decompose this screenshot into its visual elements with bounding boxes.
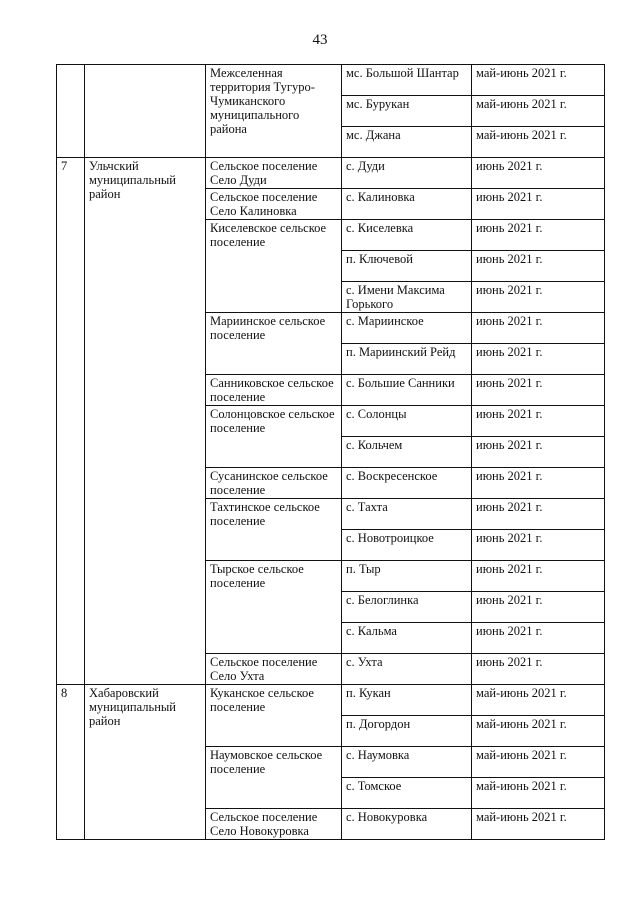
- locality-cell: с. Воскресенское: [342, 468, 472, 499]
- period-cell: июнь 2021 г.: [472, 592, 605, 623]
- settlement-cell: Куканское сельское поселение: [206, 685, 342, 747]
- row-number: 8: [57, 685, 85, 840]
- period-cell: май-июнь 2021 г.: [472, 96, 605, 127]
- settlement-cell: Санниковское сельское поселение: [206, 375, 342, 406]
- locality-cell: с. Новотроицкое: [342, 530, 472, 561]
- period-cell: июнь 2021 г.: [472, 158, 605, 189]
- settlement-cell: Солонцовское сельское поселение: [206, 406, 342, 468]
- locality-cell: с. Ухта: [342, 654, 472, 685]
- locality-cell: с. Дуди: [342, 158, 472, 189]
- locality-cell: мс. Джана: [342, 127, 472, 158]
- settlement-cell: Сельское поселение Село Новокуровка: [206, 809, 342, 840]
- settlement-cell: Сусанинское сельское поселение: [206, 468, 342, 499]
- locality-cell: мс. Большой Шантар: [342, 65, 472, 96]
- period-cell: июнь 2021 г.: [472, 530, 605, 561]
- period-cell: май-июнь 2021 г.: [472, 809, 605, 840]
- locality-cell: с. Наумовка: [342, 747, 472, 778]
- settlement-cell: Сельское поселение Село Ухта: [206, 654, 342, 685]
- district-cell: [85, 65, 206, 158]
- period-cell: май-июнь 2021 г.: [472, 747, 605, 778]
- settlement-cell: Киселевское сельское поселение: [206, 220, 342, 313]
- table-row: [57, 685, 605, 716]
- period-cell: июнь 2021 г.: [472, 654, 605, 685]
- period-cell: июнь 2021 г.: [472, 251, 605, 282]
- locality-cell: с. Киселевка: [342, 220, 472, 251]
- locality-cell: с. Мариинское: [342, 313, 472, 344]
- period-cell: июнь 2021 г.: [472, 375, 605, 406]
- settlement-cell: Сельское поселение Село Дуди: [206, 158, 342, 189]
- table-row: [57, 65, 605, 96]
- period-cell: июнь 2021 г.: [472, 437, 605, 468]
- period-cell: июнь 2021 г.: [472, 623, 605, 654]
- locality-cell: п. Тыр: [342, 561, 472, 592]
- locality-cell: п. Ключевой: [342, 251, 472, 282]
- period-cell: июнь 2021 г.: [472, 220, 605, 251]
- period-cell: июнь 2021 г.: [472, 468, 605, 499]
- period-cell: май-июнь 2021 г.: [472, 778, 605, 809]
- district-cell: Хабаровский муниципальный район: [85, 685, 206, 840]
- locality-cell: с. Большие Санники: [342, 375, 472, 406]
- settlement-cell: Тахтинское сельское поселение: [206, 499, 342, 561]
- locality-cell: с. Кальма: [342, 623, 472, 654]
- district-cell: Ульчский муниципальный район: [85, 158, 206, 685]
- locality-cell: п. Догордон: [342, 716, 472, 747]
- period-cell: май-июнь 2021 г.: [472, 685, 605, 716]
- row-number: [57, 65, 85, 158]
- locality-cell: с. Новокуровка: [342, 809, 472, 840]
- locality-cell: п. Кукан: [342, 685, 472, 716]
- table-row: [57, 158, 605, 189]
- locality-cell: с. Тахта: [342, 499, 472, 530]
- period-cell: июнь 2021 г.: [472, 344, 605, 375]
- locality-cell: с. Томское: [342, 778, 472, 809]
- schedule-table: [56, 64, 605, 840]
- period-cell: май-июнь 2021 г.: [472, 65, 605, 96]
- settlement-cell: Мариинское сельское поселение: [206, 313, 342, 375]
- row-number: 7: [57, 158, 85, 685]
- locality-cell: п. Мариинский Рейд: [342, 344, 472, 375]
- page-number: 43: [312, 32, 328, 48]
- settlement-cell: Сельское поселение Село Калиновка: [206, 189, 342, 220]
- period-cell: июнь 2021 г.: [472, 189, 605, 220]
- period-cell: июнь 2021 г.: [472, 406, 605, 437]
- period-cell: июнь 2021 г.: [472, 499, 605, 530]
- period-cell: май-июнь 2021 г.: [472, 716, 605, 747]
- period-cell: май-июнь 2021 г.: [472, 127, 605, 158]
- locality-cell: мс. Бурукан: [342, 96, 472, 127]
- locality-cell: с. Белоглинка: [342, 592, 472, 623]
- period-cell: июнь 2021 г.: [472, 561, 605, 592]
- settlement-cell: Межселенная территория Тугуро-Чумиканского муниципального района: [206, 65, 342, 158]
- locality-cell: с. Имени Максима Горького: [342, 282, 472, 313]
- locality-cell: с. Калиновка: [342, 189, 472, 220]
- period-cell: июнь 2021 г.: [472, 282, 605, 313]
- settlement-cell: Наумовское сельское поселение: [206, 747, 342, 809]
- settlement-cell: Тырское сельское поселение: [206, 561, 342, 654]
- period-cell: июнь 2021 г.: [472, 313, 605, 344]
- locality-cell: с. Кольчем: [342, 437, 472, 468]
- locality-cell: с. Солонцы: [342, 406, 472, 437]
